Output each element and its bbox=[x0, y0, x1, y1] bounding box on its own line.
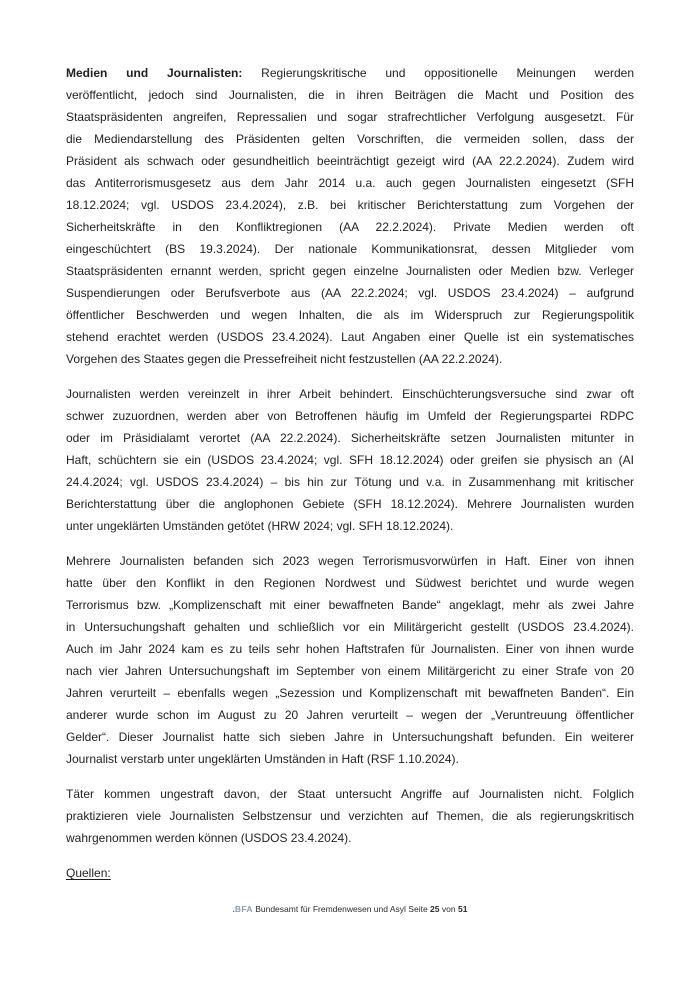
text-line: Täter kommen ungestraft davon, der Staat untersucht Angriffe auf Journalisten nicht. Folglich bbox=[66, 787, 634, 801]
text-line: Journalisten werden vereinzelt in ihrer Arbeit behindert. Einschüchterungsversuche sind zwar oft bbox=[66, 387, 634, 401]
text-line: das Antiterrorismusgesetz aus dem Jahr 2014 u.a. auch gegen Journalisten eingesetzt (SFH bbox=[66, 176, 634, 190]
text-line: Medien und Journalisten: Regierungskritische und oppositionelle Meinungen werden bbox=[66, 66, 635, 80]
text-line: Terrorismus bzw. „Komplizenschaft mit einer bewaffneten Bande“ angeklagt, mehr als zwei Jahre bbox=[66, 598, 634, 612]
footer-of-word: von bbox=[441, 904, 456, 914]
text-line: Jahren verurteilt – ebenfalls wegen „Sezession und Komplizenschaft mit bewaffneten Banden“. Ein bbox=[66, 686, 634, 700]
document-body bbox=[66, 62, 634, 849]
footer-page-number: 25 bbox=[430, 904, 440, 914]
footer-page-total: 51 bbox=[457, 904, 468, 914]
text-line: die Mediendarstellung des Präsidenten gelten Vorschriften, die vermeiden sollen, dass der bbox=[66, 132, 634, 146]
sources-heading: Quellen: bbox=[66, 866, 111, 880]
page-footer bbox=[0, 903, 700, 915]
paragraph bbox=[66, 783, 634, 849]
text-line: praktizieren viele Journalisten Selbstzensur und verzichten auf Themen, die als regierungskritisch bbox=[66, 809, 634, 823]
text-line: eingeschüchtert (BS 19.3.2024). Der nationale Kommunikationsrat, dessen Mitglieder vom bbox=[66, 242, 634, 256]
bfa-logo-text: BFA bbox=[234, 904, 253, 914]
text-line: oder im Präsidialamt verortet (AA 22.2.2024). Sicherheitskräfte setzen Journalisten mitunter in bbox=[66, 431, 634, 445]
text-line: in Untersuchungshaft gehalten und schließlich vor ein Militärgericht gestellt (USDOS 23.4.2024). bbox=[66, 620, 634, 634]
text-line: hatte über den Konflikt in den Regionen Nordwest und Südwest berichtet und wurde wegen bbox=[66, 576, 634, 590]
footer-org-text: Bundesamt für Fremdenwesen und Asyl bbox=[255, 904, 406, 914]
bfa-logo-dot: . bbox=[232, 904, 235, 914]
paragraph bbox=[66, 550, 634, 770]
text-line: Staatspräsidenten ernannt werden, spricht gegen einzelne Journalisten oder Medien bzw. Verleger bbox=[66, 264, 634, 278]
text-line: Suspendierungen oder Berufsverbote aus (AA 22.2.2024; vgl. USDOS 23.4.2024) – aufgrund bbox=[66, 286, 634, 300]
text-line: veröffentlicht, jedoch sind Journalisten, die in ihren Beiträgen die Macht und Position des bbox=[66, 88, 634, 102]
text-line: Mehrere Journalisten befanden sich 2023 wegen Terrorismusvorwürfen in Haft. Einer von ihnen bbox=[66, 554, 634, 568]
text-line: Gelder“. Dieser Journalist hatte sich sieben Jahre in Untersuchungshaft befunden. Ein weiterer bbox=[66, 730, 634, 744]
text-line: schwer zuzuordnen, werden aber von Betroffenen häufig im Umfeld der Regierungspartei RDPC bbox=[66, 409, 634, 423]
text-line: Präsident als schwach oder gesundheitlich beeinträchtigt gezeigt wird (AA 22.2.2024). Zudem wird bbox=[66, 154, 634, 168]
text-line: Berichterstattung über die anglophonen Gebiete (SFH 18.12.2024). Mehrere Journalisten wurden bbox=[66, 497, 634, 511]
text-line: stehend erachtet werden (USDOS 23.4.2024). Laut Angaben einer Quelle ist ein systematisches bbox=[66, 330, 634, 344]
paragraph bbox=[66, 383, 634, 537]
text-line: 18.12.2024; vgl. USDOS 23.4.2024), z.B. bei kritischer Berichterstattung zum Vorgehen der bbox=[66, 198, 634, 212]
text-line: Haft, schüchtern sie ein (USDOS 23.4.2024; vgl. SFH 18.12.2024) oder greifen sie physisch an (AI bbox=[66, 453, 634, 467]
text-line: Journalist verstarb unter ungeklärten Umständen in Haft (RSF 1.10.2024). bbox=[66, 752, 459, 766]
text-line: Sicherheitskräfte in den Konfliktregionen (AA 22.2.2024). Private Medien werden oft bbox=[66, 220, 634, 234]
text-line: nach vier Jahren Untersuchungshaft im September von einem Militärgericht zu einer Strafe von 20 bbox=[66, 664, 634, 678]
text-line: Vorgehen des Staates gegen die Pressefreiheit nicht festzustellen (AA 22.2.2024). bbox=[66, 352, 503, 366]
text-line: Staatspräsidenten angreifen, Repressalien und sogar strafrechtlicher Verfolgung ausgesetzt. Für bbox=[66, 110, 634, 124]
footer-page-word: Seite bbox=[408, 904, 428, 914]
text-line: 24.4.2024; vgl. USDOS 23.4.2024) – bis hin zur Tötung und v.a. in Zusammenhang mit kritischer bbox=[66, 475, 634, 489]
paragraph bbox=[66, 62, 634, 370]
text-line: Auch im Jahr 2024 kam es zu teils sehr hohen Haftstrafen für Journalisten. Einer von ihnen wurde bbox=[66, 642, 634, 656]
text-line: unter ungeklärten Umständen getötet (HRW 2024; vgl. SFH 18.12.2024). bbox=[66, 519, 454, 533]
text-line: öffentlicher Beschwerden und wegen Inhalten, die als im Widerspruch zur Regierungspolitik bbox=[66, 308, 634, 322]
paragraph-lead-bold: Medien und Journalisten: bbox=[66, 66, 243, 80]
text-line: anderer wurde schon im August zu 20 Jahren verurteilt – wegen der „Veruntreuung öffentlicher bbox=[66, 708, 634, 722]
text-line: wahrgenommen werden können (USDOS 23.4.2024). bbox=[66, 831, 352, 845]
